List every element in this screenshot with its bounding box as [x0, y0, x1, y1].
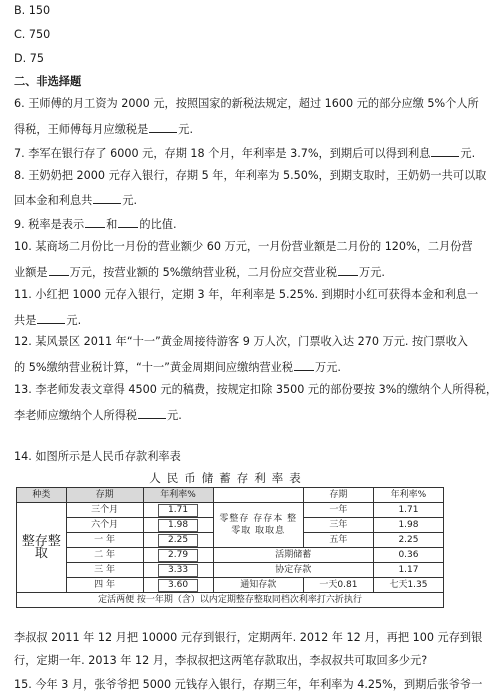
- q10-text-b: 万元，按营业额的 5%缴纳营业税，二月份应交营业税: [69, 266, 338, 279]
- live-deposit-rate: 0.36: [373, 548, 443, 563]
- term-cell: 四 年: [66, 578, 143, 593]
- q11-text: 共是: [14, 314, 37, 327]
- q12-text: 的 5%缴纳营业税计算，“十一”黄金周期间应缴纳营业税: [14, 361, 294, 374]
- q11-line2: [14, 312, 448, 328]
- answer-blank[interactable]: [338, 264, 358, 276]
- option-b: B. 150: [14, 4, 51, 17]
- header-kind: 种类: [17, 488, 67, 503]
- table-title: 人民币储蓄存利率表: [149, 471, 307, 485]
- q9-text-c: 的比值.: [139, 218, 177, 231]
- rate-cell: 2.25: [143, 533, 213, 548]
- q11-unit: 元.: [66, 314, 82, 327]
- term-cell: 一 年: [66, 533, 143, 548]
- notice-deposit-day1: 一天0.81: [303, 578, 373, 593]
- rate-cell: 2.25: [373, 533, 443, 548]
- interest-rate-table: [16, 487, 444, 608]
- notice-deposit-day7: 七天1.35: [373, 578, 443, 593]
- q8-text: 回本金和利息共: [14, 194, 93, 207]
- q14-story-line2: 行，定期一年. 2013 年 12 月，李叔叔把这两笔存款取出，李叔叔共可取回多少元?: [14, 654, 428, 667]
- q11-line1: 11. 小红把 1000 元存入银行，定期 3 年，年利率是 5.25%. 到期时小红可获得本金和利息一: [14, 288, 479, 301]
- rate-cell: 1.98: [373, 518, 443, 533]
- answer-blank[interactable]: [294, 359, 314, 371]
- answer-blank[interactable]: [37, 312, 65, 324]
- q7-line: [14, 145, 476, 161]
- answer-blank[interactable]: [118, 216, 138, 228]
- table-footer-note: 定活两便 按一年期（含）以内定期整存整取同档次利率打六折执行: [17, 593, 444, 608]
- group-label-other: 零整存 存存本 整零取 取取息: [213, 503, 303, 548]
- q9-text-a: 9. 税率是表示: [14, 218, 85, 231]
- option-c: C. 750: [14, 28, 51, 41]
- q10-line2: [14, 264, 448, 280]
- header-rate: 年利率%: [143, 488, 213, 503]
- answer-blank[interactable]: [85, 216, 105, 228]
- q8-line2: [14, 192, 448, 208]
- term-cell: 一年: [303, 503, 373, 518]
- agreement-deposit-label: 协定存款: [213, 563, 373, 578]
- q9-line: [14, 216, 448, 232]
- q10-line1: 10. 某商场二月份比一月份的营业额少 60 万元，一月份营业额是二月份的 120%，二月份营: [14, 240, 473, 253]
- term-cell: 六个月: [66, 518, 143, 533]
- term-cell: 三年: [303, 518, 373, 533]
- live-deposit-label: 活期储蓄: [213, 548, 373, 563]
- answer-blank[interactable]: [149, 121, 177, 133]
- q15-line1: 15. 今年 3 月，张爷爷把 5000 元钱存入银行，存期三年，年利率为 4.25%，到期后张爷爷一: [14, 678, 483, 691]
- answer-blank[interactable]: [138, 407, 166, 419]
- q10-text-c: 万元.: [359, 266, 385, 279]
- q6-line2: [14, 121, 448, 137]
- answer-blank[interactable]: [93, 192, 121, 204]
- q13-line2: [14, 407, 448, 423]
- q8-line1: 8. 王奶奶把 2000 元存入银行，存期 5 年，年利率为 5.50%，到期支取时，王奶奶一共可以取: [14, 169, 487, 182]
- section-heading: 二、非选择题: [14, 75, 82, 88]
- q12-line2: [14, 359, 448, 375]
- rate-cell: 1.71: [373, 503, 443, 518]
- q8-unit: 元.: [122, 194, 138, 207]
- q12-line1: 12. 某风景区 2011 年“十一”黄金周接待游客 9 万人次，门票收入达 270 万元. 按门票收入: [14, 335, 468, 348]
- q6-unit: 元.: [178, 123, 194, 136]
- rate-cell: 3.60: [143, 578, 213, 593]
- q9-text-b: 和: [106, 218, 118, 231]
- term-cell: 五年: [303, 533, 373, 548]
- q14-intro: 14. 如图所示是人民币存款利率表: [14, 450, 181, 463]
- q6-line1: 6. 王师傅的月工资为 2000 元，按照国家的新税法规定，超过 1600 元的部分应缴 5%个人所: [14, 97, 479, 110]
- header-blank: [213, 488, 303, 503]
- term-cell: 二 年: [66, 548, 143, 563]
- q6-text: 得税，王师傅每月应缴税是: [14, 123, 149, 136]
- rate-cell: 3.33: [143, 563, 213, 578]
- rate-cell: 1.98: [143, 518, 213, 533]
- answer-blank[interactable]: [431, 145, 459, 157]
- group-label-fixed: 整存整取: [17, 503, 67, 593]
- q13-unit: 元.: [167, 409, 182, 422]
- option-d: D. 75: [14, 52, 44, 65]
- term-cell: 三个月: [66, 503, 143, 518]
- q12-unit: 万元.: [315, 361, 341, 374]
- answer-blank[interactable]: [49, 264, 69, 276]
- term-cell: 三 年: [66, 563, 143, 578]
- header-term: 存期: [66, 488, 143, 503]
- q13-text: 李老师应缴纳个人所得税: [14, 409, 138, 422]
- q10-text-a: 业额是: [14, 266, 48, 279]
- q13-line1: 13. 李老师发表文章得 4500 元的稿费，按规定扣除 3500 元的部份要按 3%的缴纳个人所得税，: [14, 383, 497, 396]
- agreement-deposit-rate: 1.17: [373, 563, 443, 578]
- notice-deposit-label: 通知存款: [213, 578, 303, 593]
- header-rate-2: 年利率%: [373, 488, 443, 503]
- q14-story-line1: 李叔叔 2011 年 12 月把 10000 元存到银行，定期两年. 2012 年 12 月，再把 100 元存到银: [14, 631, 483, 644]
- q7-text: 7. 李军在银行存了 6000 元，存期 18 个月，年利率是 3.7%，到期后可以得到利息: [14, 147, 431, 160]
- header-term-2: 存期: [303, 488, 373, 503]
- rate-cell: 2.79: [143, 548, 213, 563]
- q7-unit: 元.: [460, 147, 476, 160]
- rate-cell: 1.71: [143, 503, 213, 518]
